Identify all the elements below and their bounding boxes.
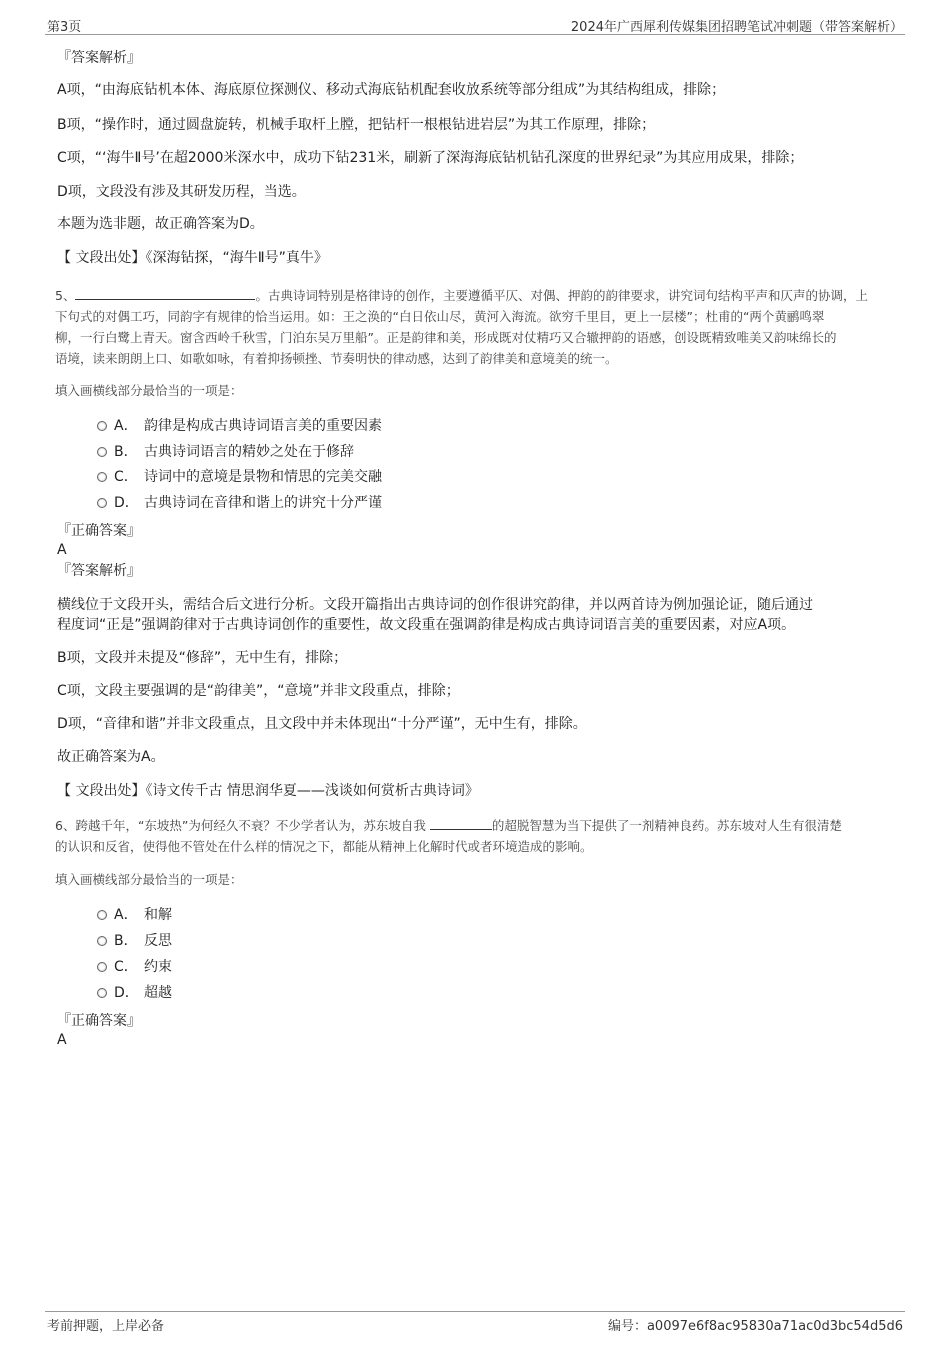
q4-analysis-line-a: A项，“由海底钻机本体、海底原位探测仪、移动式海底钻机配套收放系统等部分组成”为其结构组成，排除； xyxy=(57,82,726,98)
radio-icon[interactable] xyxy=(97,910,107,920)
q6-option-d[interactable]: D． 超越 xyxy=(97,983,172,1003)
q4-analysis-line-b: B项，“操作时，通过圆盘旋转，机械手取杆上膛，把钻杆一根根钻进岩层”为其工作原理，排除； xyxy=(57,117,656,133)
q5-analysis-paragraph: 横线位于文段开头，需结合后文进行分析。文段开篇指出古典诗词的创作很讲究韵律，并以两首诗为例加强论证，随后通过 程度词“正是”强调韵律对于古典诗词创作的重要性，故文段重在强调韵律是构成古典诗词语言美的重要因素，对应A项。 xyxy=(57,597,813,633)
q6-answer: A xyxy=(57,1032,67,1048)
radio-icon[interactable] xyxy=(97,988,107,998)
q5-analysis-line-d: D项，“音律和谐”并非文段重点，且文段中并未体现出“十分严谨”，无中生有，排除。 xyxy=(57,716,587,732)
q5-analysis-line-b: B项，文段并未提及“修辞”，无中生有，排除； xyxy=(57,650,348,666)
page-footer xyxy=(45,1311,905,1334)
q5-source: 【 文段出处】《诗文传千古 情思润华夏——浅谈如何赏析古典诗词》 xyxy=(57,783,479,799)
q5-number: 5、 xyxy=(55,288,76,303)
q4-source: 【 文段出处】《深海钻探，“海牛Ⅱ号”真牛》 xyxy=(57,250,328,266)
radio-icon[interactable] xyxy=(97,498,107,508)
q5-stem-line3: 柳，一行白鹭上青天。窗含西岭千秋雪，门泊东吴万里船”。正是韵律和美，形成既对仗精巧又合辙押韵的语感，创设既精致唯美又韵味绵长的 xyxy=(55,330,837,345)
q4-analysis-line-c: C项，“‘海牛Ⅱ号’在超2000米深水中，成功下钻231米，刷新了深海海底钻机钻孔深度的世界纪录”为其应用成果，排除； xyxy=(57,150,804,166)
radio-icon[interactable] xyxy=(97,472,107,482)
q5-option-d[interactable]: D． 古典诗词在音律和谐上的讲究十分严谨 xyxy=(97,493,382,513)
q5-option-a[interactable]: A． 韵律是构成古典诗词语言美的重要因素 xyxy=(97,416,382,436)
q5-conclusion: 故正确答案为A。 xyxy=(57,749,165,765)
q5-stem-line4: 语境，读来朗朗上口、如歌如咏，有着抑扬顿挫、节奏明快的律动感，达到了韵律美和意境美的统一。 xyxy=(55,351,618,366)
q5-stem-line2: 下句式的对偶工巧，同韵字有规律的恰当运用。如：王之涣的“白日依山尽，黄河入海流。欲穷千里目，更上一层楼”；杜甫的“两个黄鹂鸣翠 xyxy=(55,309,825,324)
q5-option-c[interactable]: C． 诗词中的意境是景物和情思的完美交融 xyxy=(97,467,382,487)
q6-stem-line1-end: 的超脱智慧为当下提供了一剂精神良药。苏东坡对人生有很清楚 xyxy=(491,818,842,833)
q6-answer-label: 『正确答案』 xyxy=(57,1013,141,1029)
q5-answer-label: 『正确答案』 xyxy=(57,523,141,539)
q5-stem xyxy=(55,285,895,369)
q5-answer: A xyxy=(57,542,67,558)
q6-option-a[interactable]: A． 和解 xyxy=(97,905,172,925)
q5-blank xyxy=(75,286,255,300)
page-number: 第3页 xyxy=(47,20,82,35)
footer-slogan: 考前押题，上岸必备 xyxy=(47,1319,165,1334)
radio-icon[interactable] xyxy=(97,936,107,946)
q6-option-c[interactable]: C． 约束 xyxy=(97,957,172,977)
q5-stem-line1: 。古典诗词特别是格律诗的创作，主要遵循平仄、对偶、押韵的韵律要求，讲究词句结构平声和仄声的协调，上 xyxy=(255,288,868,303)
radio-icon[interactable] xyxy=(97,447,107,457)
radio-icon[interactable] xyxy=(97,421,107,431)
q5-option-b[interactable]: B． 古典诗词语言的精妙之处在于修辞 xyxy=(97,442,354,462)
document-title: 2024年广西犀利传媒集团招聘笔试冲刺题（带答案解析） xyxy=(570,20,903,35)
q6-stem-line2: 的认识和反省，使得他不管处在什么样的情况之下，都能从精神上化解时代或者环境造成的影响。 xyxy=(55,839,593,854)
q4-conclusion: 本题为选非题，故正确答案为D。 xyxy=(57,216,264,232)
q5-analysis-label: 『答案解析』 xyxy=(57,563,141,579)
q6-prompt: 填入画横线部分最恰当的一项是： xyxy=(55,872,243,887)
q6-option-b[interactable]: B． 反思 xyxy=(97,931,172,951)
q5-prompt: 填入画横线部分最恰当的一项是： xyxy=(55,383,243,398)
q5-analysis-line-c: C项，文段主要强调的是“韵律美”，“意境”并非文段重点，排除； xyxy=(57,683,460,699)
document-id: 编号：a0097e6f8ac95830a71ac0d3bc54d5d6 xyxy=(607,1319,903,1334)
q6-stem xyxy=(55,815,895,857)
q6-blank xyxy=(430,816,492,830)
page-header xyxy=(45,14,905,35)
q4-analysis-label: 『答案解析』 xyxy=(57,50,141,66)
q6-stem-line1-start: 6、跨越千年，“东坡热”为何经久不衰？不少学者认为，苏东坡自我 xyxy=(55,818,430,833)
q4-analysis-line-d: D项，文段没有涉及其研发历程，当选。 xyxy=(57,184,306,200)
radio-icon[interactable] xyxy=(97,962,107,972)
